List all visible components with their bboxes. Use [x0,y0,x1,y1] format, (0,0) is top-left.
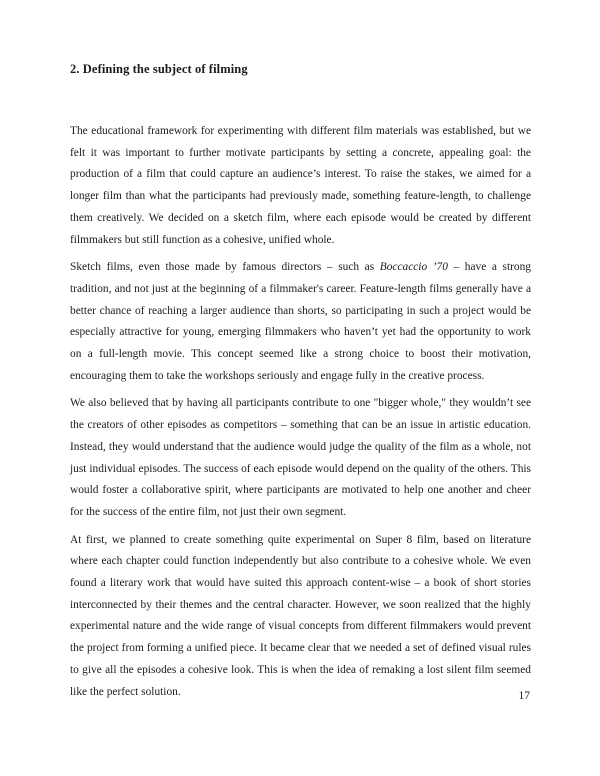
paragraph [70,257,531,387]
body-paragraphs [70,121,531,703]
paragraph [70,530,531,704]
page-content [70,62,531,703]
text-run: We also believed that by having all participants contribute to one "bigger whole," they wouldn’t see the creators of other episodes as competitors – something that can be an issue in artistic education. Instead, they would understand that the audience would judge the quality of the film as a whole, not just individual episodes. The success of each episode would depend on the quality of the others. This would foster a collaborative spirit, where participants are motivated to help one another and cheer for the success of the entire film, not just their own segment. [70,397,531,518]
section-heading: 2. Defining the subject of filming [70,62,248,76]
text-run: – have a strong tradition, and not just at the beginning of a filmmaker's career. Feature-length films generally have a better chance of reaching a larger audience than shorts, so participating in such a project would be especially attractive for young, emerging filmmakers who haven’t yet had the opportunity to work on a full-length movie. This concept seemed like a strong choice to boost their motivation, encouraging them to take the workshops seriously and engage fully in the creative process. [70,261,531,382]
paragraph [70,121,531,251]
text-run: At first, we planned to create something quite experimental on Super 8 film, based on literature where each chapter could function independently but also contribute to a cohesive whole. We even found a literary work that would have suited this approach content-wise – a book of short stories interconnected by their themes and the central character. However, we soon realized that the highly experimental nature and the wide range of visual concepts from different filmmakers would prevent the project from forming a unified piece. It became clear that we needed a set of defined visual rules to give all the episodes a cohesive look. This is when the idea of remaking a lost silent film seemed like the perfect solution. [70,533,531,698]
paragraph [70,393,531,523]
text-run: Sketch films, even those made by famous directors – such as [70,261,380,274]
text-run: The educational framework for experimenting with different film materials was established, but we felt it was important to further motivate participants by setting a concrete, appealing goal: the production of a film that could capture an audience’s interest. To raise the stakes, we aimed for a longer film than what the participants had previously made, something feature-length, to challenge them creatively. We decided on a sketch film, where each episode would be created by different filmmakers but still function as a cohesive, unified whole. [70,125,531,246]
page-number: 17 [518,690,530,702]
italic-text-run: Boccaccio ’70 [379,261,448,274]
